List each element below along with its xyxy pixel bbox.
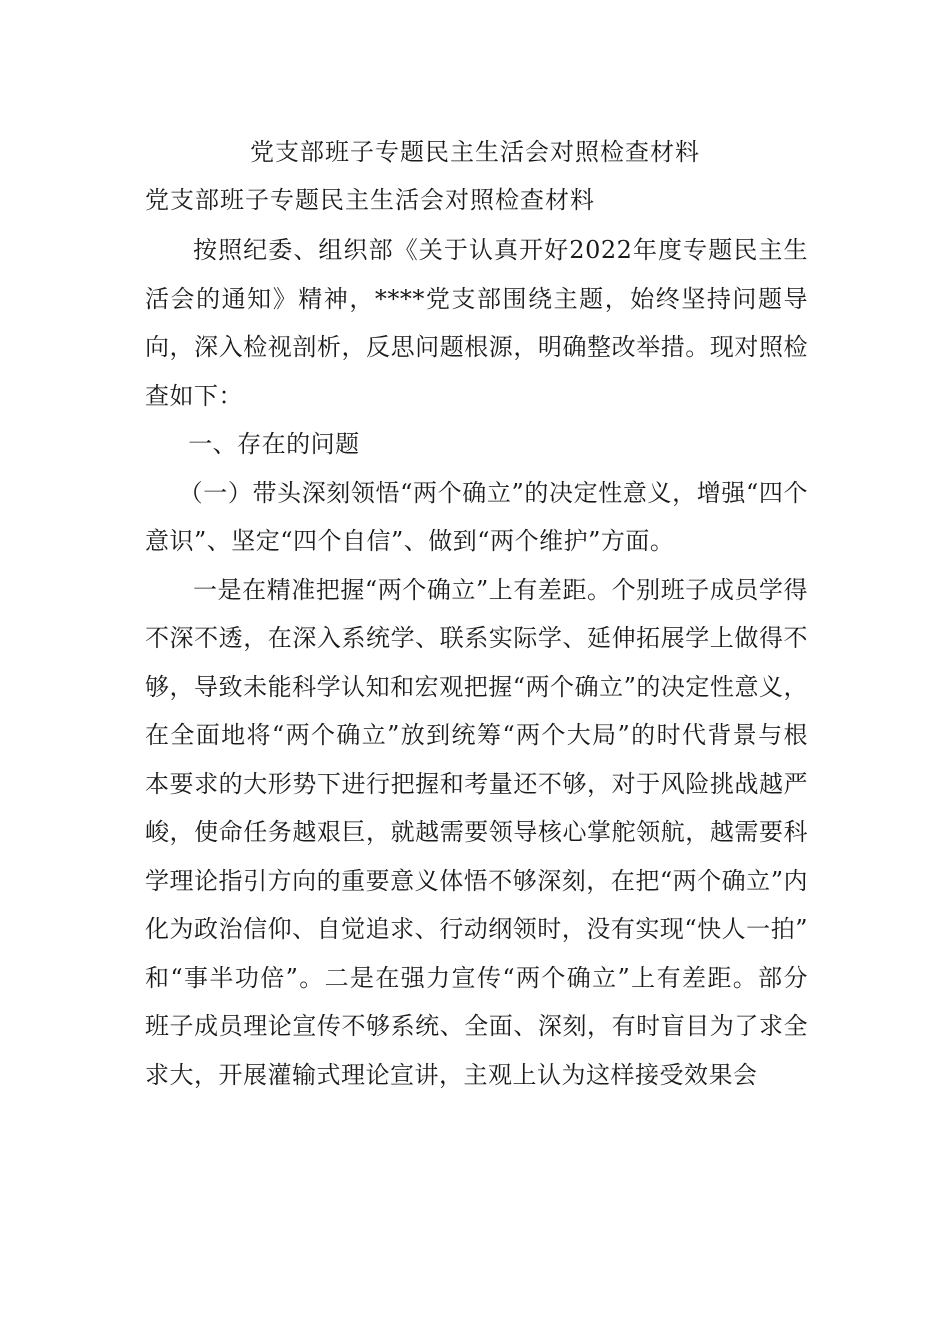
document-title: 党支部班子专题民主生活会对照检查材料: [250, 138, 700, 166]
document-subtitle: 党支部班子专题民主生活会对照检查材料: [145, 186, 595, 214]
subsection-heading: （一）带头深刻领悟“两个确立”的决定性意义，增强“四个意识”、坚定“四个自信”、做到“两个维护”方面。: [145, 478, 808, 555]
section-heading: 一、存在的问题: [188, 430, 360, 458]
document-body: [145, 226, 808, 1099]
intro-paragraph: 按照纪委、组织部《关于认真开好2022年度专题民主生活会的通知》精神，****党支部围绕主题，始终坚持问题导向，深入检视剖析，反思问题根源，明确整改举措。现对照检查如下：: [145, 236, 808, 410]
body-paragraph: 一是在精准把握“两个确立”上有差距。个别班子成员学得不深不透，在深入系统学、联系实际学、延伸拓展学上做得不够，导致未能科学认知和宏观把握“两个确立”的决定性意义，在全面地将“两个确立”放到统筹“两个大局”的时代背景与根本要求的大形势下进行把握和考量还不够，对于风险挑战越严峻，使命任务越艰巨，就越需要领导核心掌舵领航，越需要科学理论指引方向的重要意义体悟不够深刻，在把“两个确立”内化为政治信仰、自觉追求、行动纲领时，没有实现“快人一拍” 和“事半功倍”。二是在强力宣传“两个确立”上有差距。部分班子成员理论宣传不够系统、全面、深刻，有时盲目为了求全求大，开展灌输式理论宣讲，主观上认为这样接受效果会: [145, 575, 808, 1089]
